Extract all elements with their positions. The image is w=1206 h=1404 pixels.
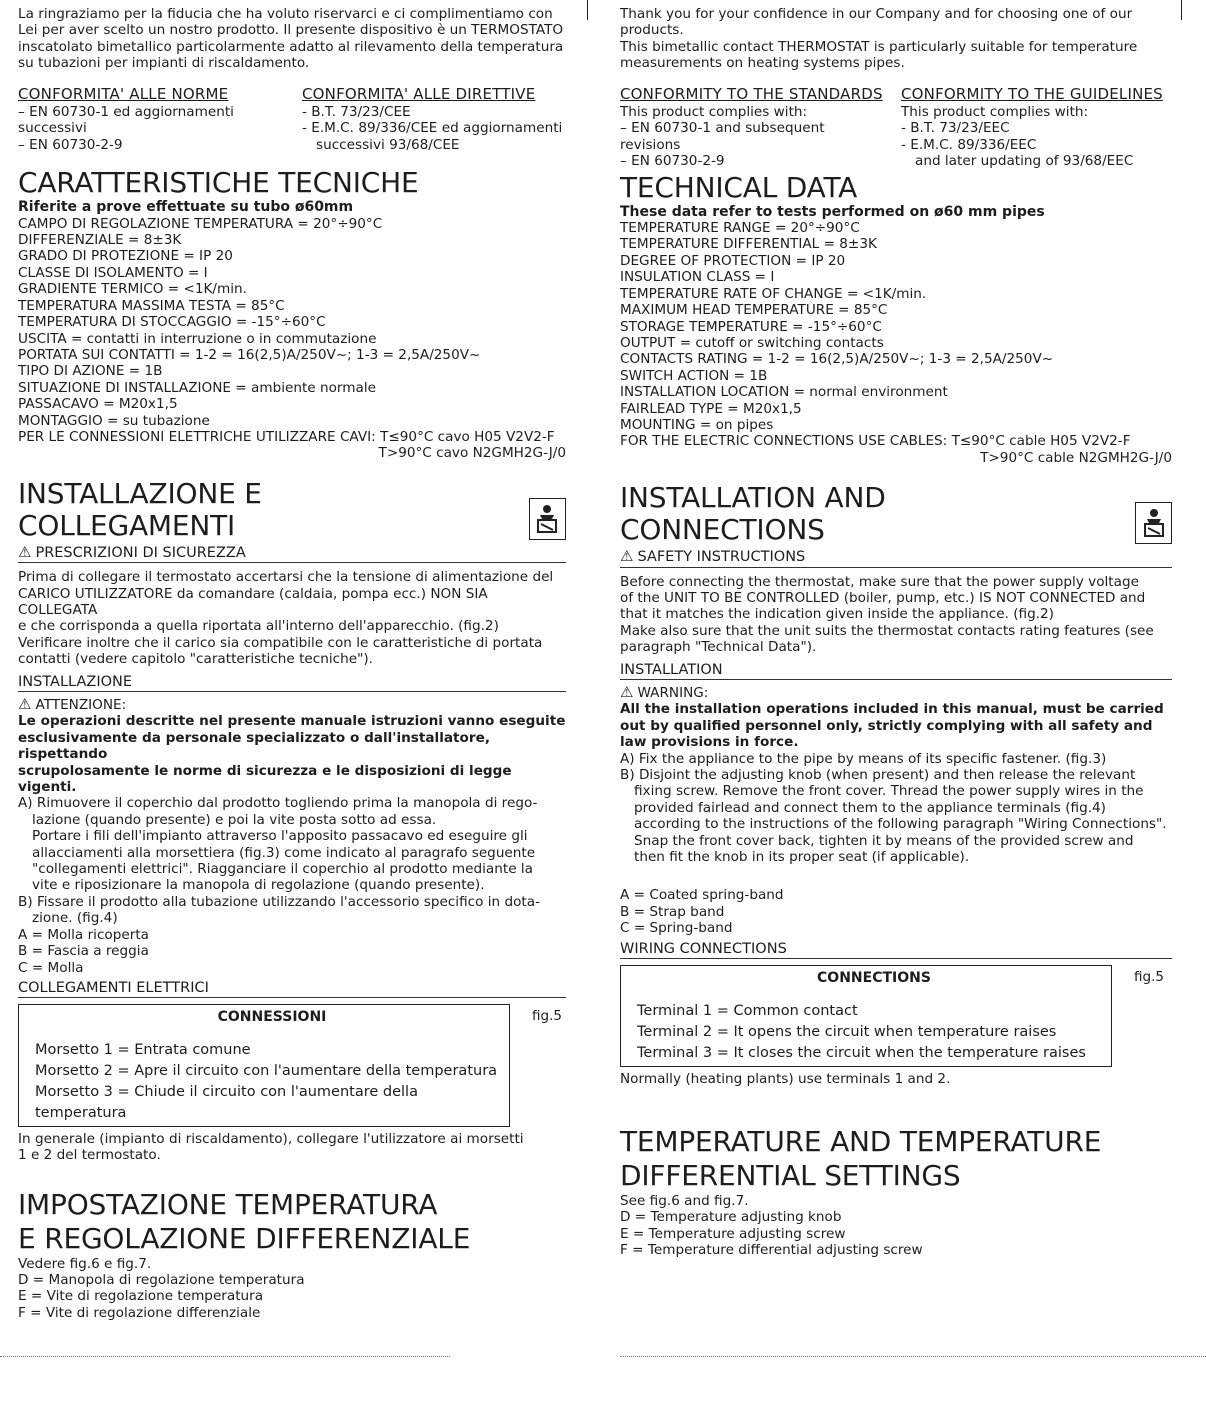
heading-line: TEMPERATURE AND TEMPERATURE	[620, 1124, 1102, 1158]
text-line: Le operazioni descritte nel presente manuale istruzioni vanno eseguite	[18, 713, 566, 730]
def-list	[620, 1209, 1172, 1258]
text-line: B) Fissare il prodotto alla tubazione utilizzando l'accessorio specifico in dota-	[18, 893, 540, 910]
wiring-heading: WIRING CONNECTIONS	[620, 941, 1172, 959]
connections-figure	[18, 1004, 566, 1126]
see-figures: Vedere fig.6 e fig.7.	[18, 1255, 152, 1272]
terminal-row: Morsetto 3 = Chiude il circuito con l'aumentare della temperatura	[35, 1083, 418, 1121]
intro-line: inscatolato bimetallico particolarmente adatto al rilevamento della temperatura	[18, 38, 564, 55]
spec-line: OUTPUT = cutoff or switching contacts	[620, 334, 884, 351]
text-line: esclusivamente da personale specializzato o dall'installatore, rispettando	[18, 729, 490, 763]
text-line: B) Disjoint the adjusting knob (when present) and then release the relevant	[620, 767, 1136, 784]
spec-line: MAXIMUM HEAD TEMPERATURE = 85°C	[620, 302, 888, 319]
install-heading: INSTALLAZIONE E COLLEGAMENTI	[18, 476, 262, 542]
attention-heading	[18, 696, 566, 713]
norm-item: successivi	[18, 120, 87, 137]
install-heading-row	[18, 478, 566, 542]
figure-label: fig.5	[532, 1008, 562, 1025]
intro-line: Thank you for your confidence in our Company and for choosing one of our	[620, 6, 1133, 22]
spec-line: T>90°C cavo N2GMH2G-J/0	[378, 445, 566, 462]
norm-item: – EN 60730-2-9	[18, 136, 123, 153]
norm-item: – EN 60730-1 and subsequent	[620, 120, 825, 137]
safety-text	[18, 569, 566, 667]
guidelines-block	[891, 86, 1172, 170]
spec-line: GRADIENTE TERMICO = <1K/min.	[18, 281, 247, 298]
intro-line: products.	[620, 22, 684, 39]
warning-icon: ⚠	[620, 547, 634, 566]
spec-line: T>90°C cable N2GMH2G-J/0	[980, 449, 1172, 466]
legend-item: B = Strap band	[620, 903, 725, 920]
step-a	[18, 795, 566, 893]
text-line: CARICO UTILIZZATORE da comandare (caldaia, pompa ecc.) NON SIA COLLEGATA	[18, 585, 488, 618]
read-manual-icon	[529, 498, 566, 540]
spec-line: GRADO DI PROTEZIONE = IP 20	[18, 248, 233, 265]
installation-heading: INSTALLAZIONE	[18, 674, 566, 692]
conformity-section	[620, 86, 1172, 170]
text-line: of the UNIT TO BE CONTROLLED (boiler, pump, etc.) IS NOT CONNECTED and	[620, 589, 1146, 606]
spec-line: DIFFERENZIALE = 8±3K	[18, 232, 182, 249]
warning-icon: ⚠	[18, 542, 32, 561]
spec-line: MOUNTING = on pipes	[620, 416, 774, 433]
legend-item: C = Molla	[18, 959, 84, 976]
intro	[18, 6, 566, 72]
legend-item: A = Molla ricoperta	[18, 926, 149, 943]
intro-line: measurements on heating systems pipes.	[620, 55, 905, 72]
terminal-row: Terminal 1 = Common contact	[637, 1002, 858, 1019]
legend-item: C = Spring-band	[620, 920, 733, 937]
spec-line: SWITCH ACTION = 1B	[620, 367, 768, 384]
norms-heading: CONFORMITA' ALLE NORME	[18, 84, 229, 103]
temperature-heading	[620, 1125, 1172, 1193]
warning-heading	[620, 684, 1172, 701]
guidelines-heading: CONFORMITY TO THE GUIDELINES	[901, 84, 1163, 103]
text-line: contatti (vedere capitolo "caratteristiche tecniche").	[18, 651, 373, 668]
legend-abc	[18, 927, 566, 976]
norm-item: – EN 60730-1 ed aggiornamenti	[18, 104, 234, 121]
spec-line: FOR THE ELECTRIC CONNECTIONS USE CABLES: T≤90°C cable H05 V2V2-F	[620, 433, 1131, 450]
legend-item: A = Coated spring-band	[620, 887, 784, 904]
spec-line: CAMPO DI REGOLAZIONE TEMPERATURA = 20°÷90°C	[18, 215, 383, 232]
step-b	[18, 894, 566, 927]
english-column	[620, 0, 1172, 1259]
text-line: zione. (fig.4)	[32, 910, 118, 927]
legend-item: B = Fascia a reggia	[18, 943, 149, 960]
safety-heading	[620, 548, 1172, 567]
heading-line: E REGOLAZIONE DIFFERENZIALE	[18, 1221, 471, 1255]
safety-heading-text: PRESCRIZIONI DI SICUREZZA	[35, 544, 246, 561]
tech-data-subtitle: Riferite a prove effettuate su tubo ø60mm	[18, 199, 354, 216]
figure-label: fig.5	[1134, 969, 1164, 986]
spec-line: SITUAZIONE DI INSTALLAZIONE = ambiente normale	[18, 379, 376, 396]
text-line: In generale (impianto di riscaldamento), collegare l'utilizzatore ai morsetti	[18, 1130, 524, 1147]
text-line: paragraph "Technical Data").	[620, 639, 817, 656]
conformity-section	[18, 86, 566, 154]
text-line: law provisions in force.	[620, 734, 799, 751]
intro	[620, 6, 1172, 72]
text-line: out by qualified personnel only, strictly complying with all safety and	[620, 717, 1153, 734]
directive-item: successivi 93/68/CEE	[316, 136, 460, 153]
directive-item: This product complies with:	[901, 104, 1089, 121]
spec-line: INSULATION CLASS = I	[620, 269, 775, 286]
warning-text	[620, 701, 1172, 750]
step-a	[620, 751, 1172, 767]
connections-title: CONNECTIONS	[817, 970, 931, 987]
spec-line: CONTACTS RATING = 1-2 = 16(2,5)A/250V~; 1-3 = 2,5A/250V~	[620, 351, 1054, 368]
intro-line: Lei per aver scelto un nostro prodotto. Il presente dispositivo è un TERMOSTATO	[18, 22, 564, 39]
terminal-row: Terminal 2 = It opens the circuit when temperature raises	[637, 1023, 1057, 1040]
spec-line: USCITA = contatti in interruzione o in commutazione	[18, 330, 377, 347]
spec-line: TEMPERATURE DIFFERENTIAL = 8±3K	[620, 236, 877, 253]
text-line: A) Fix the appliance to the pipe by means of its specific fastener. (fig.3)	[620, 750, 1107, 767]
text-line: fixing screw. Remove the front cover. Thread the power supply wires in the	[634, 783, 1144, 800]
norms-block	[18, 86, 282, 154]
installation-heading: INSTALLATION	[620, 662, 1172, 680]
spec-line: MONTAGGIO = su tubazione	[18, 412, 210, 429]
connections-box	[18, 1004, 510, 1126]
legend-abc	[620, 887, 1172, 936]
text-line: Verificare inoltre che il carico sia compatibile con le caratteristiche di portata	[18, 634, 543, 651]
bottom-rule	[0, 1356, 450, 1357]
tech-data-heading: TECHNICAL DATA	[620, 170, 858, 204]
directive-item: - B.T. 73/23/EEC	[901, 120, 1010, 137]
wiring-heading: COLLEGAMENTI ELETTRICI	[18, 980, 566, 998]
text-line: Prima di collegare il termostato accertarsi che la tensione di alimentazione del	[18, 569, 554, 586]
connections-box	[620, 965, 1112, 1066]
def-item: E = Temperature adjusting screw	[620, 1225, 846, 1242]
text-line: e che corrisponda a quella riportata all'interno dell'apparecchio. (fig.2)	[18, 618, 499, 635]
spec-line: FAIRLEAD TYPE = M20x1,5	[620, 400, 802, 417]
def-item: F = Temperature differential adjusting screw	[620, 1242, 923, 1259]
attention-heading-text: ATTENZIONE:	[35, 697, 127, 713]
step-b	[620, 767, 1172, 865]
safety-heading	[18, 544, 566, 563]
tech-data-heading: CARATTERISTICHE TECNICHE	[18, 166, 419, 200]
safety-heading-text: SAFETY INSTRUCTIONS	[637, 549, 806, 566]
spec-line: TIPO DI AZIONE = 1B	[18, 363, 163, 380]
temperature-heading	[18, 1188, 566, 1256]
directive-item: - E.M.C. 89/336/CEE ed aggiornamenti	[302, 120, 563, 137]
text-line: Before connecting the thermostat, make sure that the power supply voltage	[620, 573, 1139, 590]
warning-icon: ⚠	[18, 695, 32, 713]
spec-line: INSTALLATION LOCATION = normal environment	[620, 384, 948, 401]
text-line: Make also sure that the unit suits the thermostat contacts rating features (see	[620, 622, 1154, 639]
spec-line: STORAGE TEMPERATURE = -15°÷60°C	[620, 318, 882, 335]
directives-block	[282, 86, 566, 154]
text-line: Normally (heating plants) use terminals 1 and 2.	[620, 1070, 951, 1087]
spec-line: CLASSE DI ISOLAMENTO = I	[18, 264, 208, 281]
intro-line: su tubazioni per impianti di riscaldamento.	[18, 55, 310, 72]
def-item: D = Temperature adjusting knob	[620, 1209, 842, 1226]
standards-heading: CONFORMITY TO THE STANDARDS	[620, 84, 883, 103]
text-line: scrupolosamente le norme di sicurezza e le disposizioni di legge vigenti.	[18, 762, 512, 796]
text-line: then fit the knob in its proper seat (if applicable).	[634, 849, 970, 866]
directive-item: - E.M.C. 89/336/EEC	[901, 136, 1037, 153]
spec-line: DEGREE OF PROTECTION = IP 20	[620, 252, 846, 269]
spec-list	[18, 216, 566, 462]
spec-line: PORTATA SUI CONTATTI = 1-2 = 16(2,5)A/250V~; 1-3 = 2,5A/250V~	[18, 346, 481, 363]
directives-heading: CONFORMITA' ALLE DIRETTIVE	[302, 84, 536, 103]
text-line: provided fairlead and connect them to the appliance terminals (fig.4)	[634, 799, 1106, 816]
terminal-row: Morsetto 2 = Apre il circuito con l'aumentare della temperatura	[35, 1062, 498, 1079]
heading-line: IMPOSTAZIONE TEMPERATURA	[18, 1187, 438, 1221]
norm-item: – EN 60730-2-9	[620, 153, 725, 170]
directive-item: and later updating of 93/68/EEC	[915, 153, 1134, 170]
text-line: lazione (quando presente) e poi la vite posta sotto ad essa.	[32, 811, 437, 828]
text-line: 1 e 2 del termostato.	[18, 1147, 161, 1164]
spec-line: TEMPERATURE RANGE = 20°÷90°C	[620, 220, 860, 237]
text-line: Snap the front cover back, tighten it by means of the provided screw and	[634, 832, 1134, 849]
install-heading: INSTALLATION AND CONNECTIONS	[620, 481, 886, 547]
spec-line: TEMPERATURA MASSIMA TESTA = 85°C	[18, 297, 285, 314]
text-line: according to the instructions of the following paragraph "Wiring Connections".	[634, 816, 1167, 833]
tech-data-subtitle: These data refer to tests performed on ø60 mm pipes	[620, 203, 1045, 220]
general-note	[620, 1071, 1172, 1087]
spec-line: TEMPERATURE RATE OF CHANGE = <1K/min.	[620, 285, 927, 302]
general-note	[18, 1131, 566, 1164]
spec-line: TEMPERATURA DI STOCCAGGIO = -15°÷60°C	[18, 314, 326, 331]
italian-column	[18, 0, 566, 1321]
connections-title: CONNESSIONI	[217, 1009, 327, 1026]
terminal-row: Terminal 3 = It closes the circuit when the temperature raises	[637, 1044, 1086, 1061]
text-line: vite e riposizionare la manopola di regolazione (quando presente).	[32, 877, 485, 894]
connections-figure	[620, 965, 1172, 1066]
attention-text	[18, 713, 566, 795]
text-line: "collegamenti elettrici". Riagganciare il coperchio al prodotto mediante la	[32, 861, 533, 878]
standards-block	[620, 86, 891, 170]
warning-icon: ⚠	[620, 683, 634, 701]
intro-line: La ringraziamo per la fiducia che ha voluto riservarci e ci complimentiamo con	[18, 6, 553, 22]
text-line: allacciamenti alla morsettiera (fig.3) come indicato al paragrafo seguente	[32, 844, 536, 861]
bottom-rule	[620, 1356, 1206, 1357]
column-divider	[1181, 0, 1182, 20]
spec-list	[620, 220, 1172, 466]
text-line: A) Rimuovere il coperchio dal prodotto togliendo prima la manopola di rego-	[18, 795, 538, 812]
text-line: Portare i fili dell'impianto attraverso l'apposito passacavo ed eseguire gli	[32, 828, 528, 845]
def-list	[18, 1272, 566, 1321]
text-line: All the installation operations included in this manual, must be carried	[620, 701, 1164, 718]
norm-item: revisions	[620, 136, 681, 153]
read-manual-icon	[1135, 502, 1172, 544]
spec-line: PER LE CONNESSIONI ELETTRICHE UTILIZZARE CAVI: T≤90°C cavo H05 V2V2-F	[18, 428, 555, 445]
terminal-row: Morsetto 1 = Entrata comune	[35, 1041, 251, 1058]
safety-text	[620, 574, 1172, 656]
def-item: F = Vite di regolazione differenziale	[18, 1304, 261, 1321]
heading-line: DIFFERENTIAL SETTINGS	[620, 1158, 961, 1192]
def-item: D = Manopola di regolazione temperatura	[18, 1271, 305, 1288]
norm-item: This product complies with:	[620, 104, 808, 121]
text-line: that it matches the indication given inside the appliance. (fig.2)	[620, 606, 1054, 623]
directive-item: - B.T. 73/23/CEE	[302, 104, 411, 121]
see-figures: See fig.6 and fig.7.	[620, 1192, 749, 1209]
warning-heading-text: WARNING:	[637, 685, 709, 701]
intro-line: This bimetallic contact THERMOSTAT is particularly suitable for temperature	[620, 38, 1138, 55]
spec-line: PASSACAVO = M20x1,5	[18, 396, 178, 413]
column-divider	[587, 0, 588, 20]
install-heading-row	[620, 482, 1172, 546]
def-item: E = Vite di regolazione temperatura	[18, 1288, 264, 1305]
